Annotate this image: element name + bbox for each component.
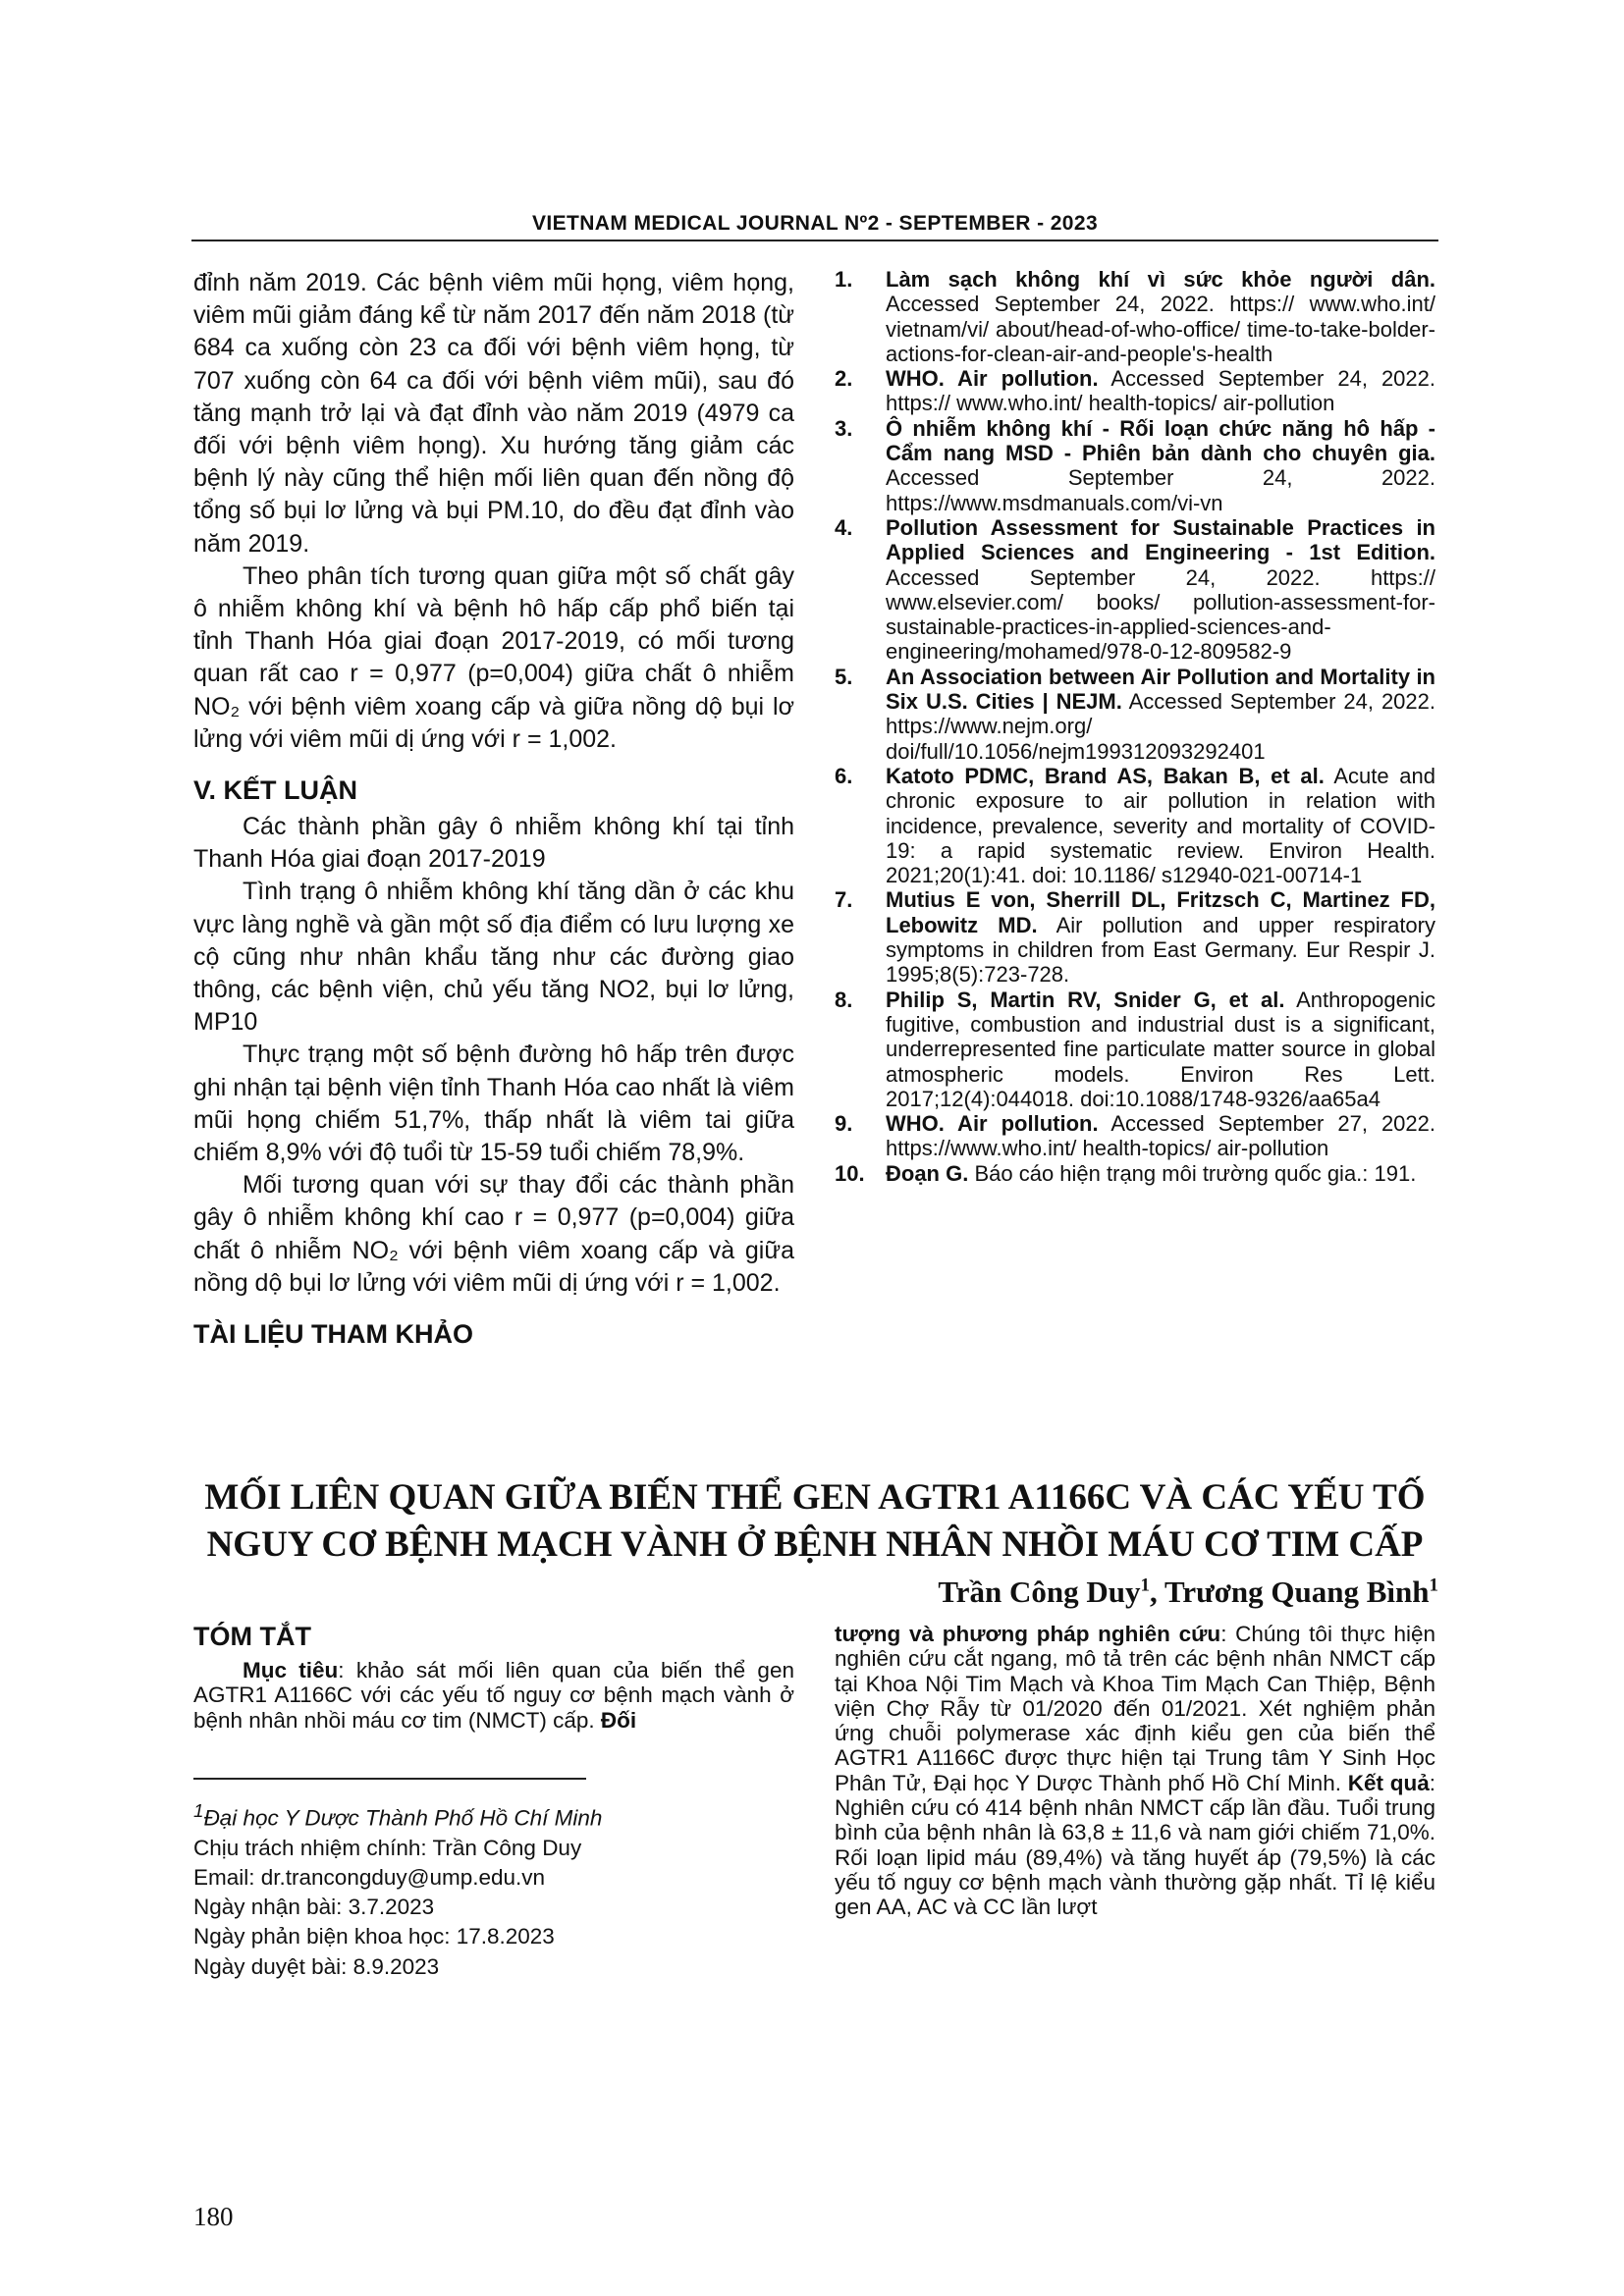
abstract-label-methods-start: Đối	[600, 1707, 637, 1733]
footnote-rule	[193, 1778, 586, 1780]
reference-number: 8.	[835, 987, 853, 1012]
footnote-reviewed: Ngày phản biện khoa học: 17.8.2023	[193, 1924, 555, 1949]
reference-title: Katoto PDMC, Brand AS, Bakan B, et al.	[886, 763, 1325, 788]
reference-item	[835, 267, 1435, 366]
footnote-responsible: Chịu trách nhiệm chính: Trần Công Duy	[193, 1835, 582, 1860]
reference-details: Accessed September 24, 2022. https://www.nejm.org/ doi/full/10.1056/nejm199312093292401	[886, 689, 1435, 764]
reference-details: Air pollution and upper respiratory symptoms in children from East Germany. Eur Respir J. 1995;8(5):723-728.	[886, 912, 1435, 988]
references-column	[835, 267, 1435, 1186]
reference-title: An Association between Air Pollution and Mortality in Six U.S. Cities | NEJM.	[886, 664, 1435, 715]
author-affiliation-mark: 1	[1429, 1575, 1438, 1596]
reference-number: 4.	[835, 514, 853, 540]
reference-details: Accessed September 27, 2022. https://www.who.int/ health-topics/ air-pollution	[886, 1111, 1435, 1161]
reference-title: Ô nhiễm không khí - Rối loạn chức năng hô hấp - Cẩm nang MSD - Phiên bản dành cho chuyên gia.	[886, 415, 1435, 466]
article-title	[191, 1474, 1438, 1569]
reference-title: Pollution Assessment for Sustainable Practices in Applied Sciences and Engineering - 1st Edition.	[886, 514, 1435, 565]
reference-number: 7.	[835, 887, 853, 913]
references-heading: TÀI LIỆU THAM KHẢO	[193, 1319, 473, 1350]
author-name: Trần Công Duy	[938, 1575, 1141, 1609]
reference-item	[835, 366, 1435, 416]
abstract-results-text: : Nghiên cứu có 414 bệnh nhân NMCT cấp lần đầu. Tuổi trung bình của bệnh nhân là 63,8 ± 11,6 và nam giới chiếm 71,0%. Rối loạn lipid máu (89,4%) và tăng huyết áp (79,5%) là các yếu tố nguy cơ bệnh mạch vành thường gặp nhất. Tỉ lệ kiểu gen AA, AC và CC lần lượt	[835, 1770, 1435, 1920]
header-rule	[191, 240, 1438, 241]
affiliation-text: Đại học Y Dược Thành Phố Hồ Chí Minh	[203, 1805, 603, 1831]
reference-details: Accessed September 24, 2022. https:// www.elsevier.com/ books/ pollution-assessment-for-sustainable-practices-in-applied-sciences-and-engineering/mohamed/978-0-12-809582-9	[886, 564, 1435, 665]
paragraph-2: Theo phân tích tương quan giữa một số chất gây ô nhiễm không khí và bệnh hô hấp cấp phổ biến tại tỉnh Thanh Hóa giai đoạn 2017-2019, có mối tương quan rất cao r = 0,977 (p=0,004) giữa chất ô nhiễm NO₂ với bệnh viêm xoang cấp và giữa nồng dộ bụi lơ lửng với viêm mũi dị ứng với r = 1,002.	[193, 561, 794, 753]
reference-title: Đoạn G.	[886, 1160, 969, 1186]
abstract-methods-results	[835, 1622, 1435, 1920]
reference-title: WHO. Air pollution.	[886, 366, 1099, 392]
footnote-email: Email: dr.trancongduy@ump.edu.vn	[193, 1864, 546, 1890]
abstract-objective	[193, 1658, 794, 1733]
section-heading-conclusion: V. KẾT LUẬN	[193, 775, 358, 806]
footnote-affiliation	[193, 1796, 794, 1834]
abstract-objective-text: : khảo sát mối liên quan của biến thể gen AGTR1 A1166C với các yếu tố nguy cơ bệnh mạch vành ở bệnh nhân nhồi máu cơ tim (NMCT) cấp.	[193, 1658, 794, 1733]
reference-title: Philip S, Martin RV, Snider G, et al.	[886, 987, 1285, 1012]
authors	[785, 1575, 1438, 1610]
reference-details: Accessed September 24, 2022. https:// www.who.int/ health-topics/ air-pollution	[886, 366, 1435, 416]
reference-number: 2.	[835, 366, 853, 392]
reference-details: Accessed September 24, 2022. https:// www.who.int/ vietnam/vi/ about/head-of-who-office/ time-to-take-bolder-actions-for-clean-air-and-people's-health	[886, 292, 1435, 366]
reference-item	[835, 1111, 1435, 1161]
paragraph-3: Các thành phần gây ô nhiễm không khí tại tỉnh Thanh Hóa giai đoạn 2017-2019	[193, 813, 794, 874]
journal-header: VIETNAM MEDICAL JOURNAL Nº2 - SEPTEMBER - 2023	[531, 212, 1099, 235]
reference-item	[835, 416, 1435, 515]
author-name: Trương Quang Bình	[1164, 1575, 1430, 1609]
reference-details: Báo cáo hiện trạng môi trường quốc gia.: 191.	[968, 1160, 1417, 1186]
reference-title: Mutius E von, Sherrill DL, Fritzsch C, Martinez FD, Lebowitz MD.	[886, 887, 1435, 937]
footnotes	[193, 1796, 794, 1982]
reference-details: Accessed September 24, 2022. https://www.msdmanuals.com/vi-vn	[886, 465, 1435, 515]
footnote-mark: 1	[193, 1800, 204, 1821]
reference-details: Acute and chronic exposure to air pollution in relation with incidence, prevalence, severity and mortality of COVID-19: a rapid systematic review. Environ Health. 2021;20(1):41. doi: 10.1186/ s12940-021-00714-1	[886, 763, 1435, 888]
reference-item	[835, 764, 1435, 887]
reference-item	[835, 515, 1435, 665]
reference-title: Làm sạch không khí vì sức khỏe người dân.	[886, 267, 1435, 292]
article-title-line-1: MỐI LIÊN QUAN GIỮA BIẾN THỂ GEN AGTR1 A1166C VÀ CÁC YẾU TỐ	[204, 1477, 1426, 1518]
abstract-label-results: Kết quả	[1347, 1770, 1430, 1795]
abstract-right	[835, 1622, 1435, 1920]
left-column	[193, 267, 794, 1355]
reference-number: 6.	[835, 763, 853, 788]
paragraph-1: đỉnh năm 2019. Các bệnh viêm mũi họng, viêm họng, viêm mũi giảm đáng kể từ năm 2017 đến năm 2018 (từ 684 ca xuống còn 23 ca đối với bệnh viêm họng, từ 707 xuống còn 64 ca đối với bệnh viêm mũi), sau đó tăng mạnh trở lại và đạt đỉnh vào năm 2019 (4979 ca đối với bệnh viêm họng). Xu hướng tăng giảm các bệnh lý này cũng thể hiện mối liên quan đến nồng độ tổng số bụi lơ lửng và bụi PM.10, do đều đạt đỉnh vào năm 2019.	[193, 269, 794, 558]
reference-list	[835, 267, 1435, 1186]
reference-details: Anthropogenic fugitive, combustion and industrial dust is a significant, underrepresented fine particulate matter source in global atmospheric models. Environ Res Lett. 2017;12(4):044018. doi:10.1088/1748-9326/aa65a4	[886, 987, 1435, 1111]
reference-title: WHO. Air pollution.	[886, 1111, 1099, 1137]
reference-number: 10.	[835, 1160, 865, 1186]
abstract-heading: TÓM TẮT	[193, 1622, 311, 1651]
footnote-approved: Ngày duyệt bài: 8.9.2023	[193, 1953, 440, 1979]
reference-item	[835, 1161, 1435, 1186]
reference-number: 5.	[835, 664, 853, 689]
reference-number: 3.	[835, 415, 853, 441]
paragraph-6: Mối tương quan với sự thay đổi các thành phần gây ô nhiễm không khí cao r = 0,977 (p=0,004) giữa chất ô nhiễm NO₂ với bệnh viêm xoang cấp và giữa nồng dộ bụi lơ lửng với viêm mũi dị ứng với r = 1,002.	[193, 1171, 794, 1297]
abstract-methods-text: : Chúng tôi thực hiện nghiên cứu cắt ngang, mô tả trên các bệnh nhân NMCT cấp tại Khoa Nội Tim Mạch và Khoa Tim Mạch Can Thiệp, Bệnh viện Chợ Rẫy từ 01/2020 đến 01/2021. Xét nghiệm phản ứng chuỗi polymerase xác định kiểu gen của biến thể AGTR1 A1166C được thực hiện tại Trung tâm Y Sinh Học Phân Tử, Đại học Y Dược Thành phố Hồ Chí Minh.	[835, 1622, 1435, 1795]
page-number: 180	[193, 2202, 234, 2231]
paragraph-5: Thực trạng một số bệnh đường hô hấp trên được ghi nhận tại bệnh viện tỉnh Thanh Hóa cao nhất là viêm mũi họng chiếm 51,7%, thấp nhất là viêm tai giữa chiếm 8,9% với độ tuổi từ 15-59 tuổi chiếm 78,9%.	[193, 1041, 794, 1167]
reference-item	[835, 887, 1435, 987]
reference-number: 9.	[835, 1111, 853, 1137]
author-affiliation-mark: 1	[1140, 1575, 1151, 1596]
reference-item	[835, 988, 1435, 1111]
article-title-line-2: NGUY CƠ BỆNH MẠCH VÀNH Ở BỆNH NHÂN NHỒI MÁU CƠ TIM CẤP	[206, 1524, 1424, 1565]
paragraph-4: Tình trạng ô nhiễm không khí tăng dần ở các khu vực làng nghề và gần một số địa điểm có lưu lượng xe cộ cũng như nhân khẩu tăng như các đường giao thông, các bệnh viện, chủ yếu tăng NO2, bụi lơ lửng, MP10	[193, 878, 794, 1037]
author-separator: ,	[1150, 1575, 1164, 1609]
footnote-received: Ngày nhận bài: 3.7.2023	[193, 1895, 435, 1920]
reference-number: 1.	[835, 267, 853, 292]
abstract-label-methods: tượng và phương pháp nghiên cứu	[835, 1622, 1221, 1646]
abstract-label-objective: Mục tiêu	[243, 1658, 339, 1682]
reference-item	[835, 665, 1435, 764]
abstract-left	[193, 1622, 794, 1733]
